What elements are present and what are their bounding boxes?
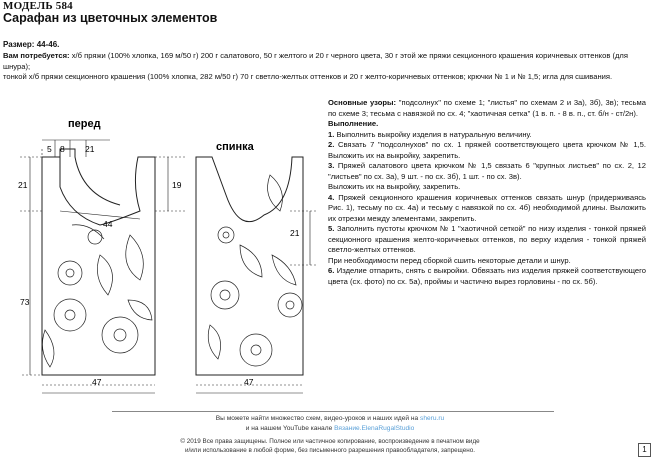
size-line: [3, 40, 59, 49]
dim-47-front: 47: [92, 377, 102, 387]
footer-text: и на нашем YouTube канале: [245, 425, 333, 432]
model-number: МОДЕЛЬ 584: [3, 0, 73, 12]
step-6: Изделие отпарить, снять с выкройки. Обвязать низ изделия пряжей соответствующего цвета (сх. фото) по сх. 5а), проймы и частично вырез горловины - по сх. 5б).: [328, 266, 646, 286]
step-number: 2.: [328, 140, 335, 149]
dim-5: 5: [47, 144, 52, 154]
youtube-link[interactable]: Вязание.ElenaRugalStudio: [334, 425, 415, 432]
instructions: [328, 98, 646, 287]
step-3: Пряжей салатового цвета крючком № 1,5 связать 6 "крупных листьев" по сх. 2, 12 "листьев" по сх. 3а), 9 шт. - по сх. 3б), 1 шт. - по сх. 3в).: [328, 161, 646, 181]
flower-icon: [240, 334, 272, 366]
flower-icon: [278, 293, 302, 317]
dim-21-back: 21: [290, 228, 300, 238]
requirements-line1: х/б пряжи (100% хлопка, 169 м/50 г) 200 г салатового, 50 г желтого и 20 г черного цвета, 30 г этой же пряжи секционного крашения коричневых оттенков (для шнура);: [3, 51, 628, 71]
execution-label: Выполнение.: [328, 119, 379, 128]
front-outline: [42, 157, 155, 375]
requirements-label: Вам потребуется:: [3, 51, 70, 60]
size-label: Размер:: [3, 40, 35, 49]
leaf-icon: [208, 325, 220, 359]
leaf-icon: [42, 330, 54, 367]
patterns-label: Основные узоры:: [328, 98, 397, 107]
leaf-icon: [268, 175, 283, 211]
site-link[interactable]: sheru.ru: [420, 415, 445, 422]
copyright: [100, 437, 560, 455]
step-5: Заполнить пустоты крючком № 1 "хаотичной сеткой" по низу изделия - тонкой пряжей секционного крашения желто-коричневых оттенков, по верху изделия - тонкой пряжей светло-желтых оттенков.: [328, 224, 646, 254]
pattern-diagram: [0, 105, 330, 405]
back-motifs: [208, 175, 302, 366]
front-label: перед: [68, 118, 101, 130]
patterns-text: "подсолнух" по схеме 1; "листья" по схемам 2 и 3а), 3б), 3в); тесьма по схеме 3; тесьма с навязкой по сх. 4; "хаотичная сетка" (1 в. п. - 8 в. п., ст. б/н - ст/2н).: [328, 98, 646, 118]
dim-47-back: 47: [244, 377, 254, 387]
flower-icon: [102, 317, 138, 353]
page-title: Сарафан из цветочных элементов: [3, 11, 218, 25]
copyright-line-1: © 2019 Все права защищены. Полное или частичное копирование, воспроизведение в печатном виде: [180, 438, 480, 445]
requirements-line2: тонкой х/б пряжи секционного крашения (100% хлопка, 282 м/50 г) 70 г светло-желтых оттенков и 20 г желто-коричневых оттенков; крючки № 1 и № 1,5; игла для сшивания.: [3, 72, 613, 82]
step-3-continued: Выложить их на выкройку, закрепить.: [328, 182, 461, 191]
dim-73: 73: [20, 297, 30, 307]
dim-19: 19: [172, 180, 182, 190]
step-2: Связать 7 "подсолнухов" по сх. 1 пряжей соответствующего цвета крючком № 1,5. Выложить их на выкройку, закрепить.: [328, 140, 646, 160]
flower-icon: [54, 299, 86, 331]
flower-icon: [218, 227, 234, 243]
step-number: 4.: [328, 192, 335, 202]
leaf-icon: [240, 245, 262, 277]
step-1: Выполнить выкройку изделия в натуральную величину.: [336, 129, 532, 139]
step-4: Пряжей секционного крашения коричневых оттенков связать шнур (придерживаясь Рис. 1), тесьму по сх. 4а) и тесьму с навязкой по сх. 4б) необходимой длины. Выложить их отрезки между элементами, закрепить.: [328, 192, 646, 223]
footer-line-1: [100, 415, 560, 422]
leaf-icon: [126, 235, 144, 280]
step-number: 6.: [328, 266, 335, 275]
flower-icon: [58, 261, 82, 285]
front-strap: [60, 149, 120, 205]
leaf-icon: [272, 255, 296, 285]
footer-divider: [112, 411, 554, 412]
step-number: 3.: [328, 161, 335, 170]
page-number: 1: [638, 443, 651, 457]
dim-21-left: 21: [18, 180, 28, 190]
front-motifs: [42, 225, 152, 367]
footer-text: Вы можете найти множество схем, видео-уроков и наших идей на: [215, 415, 419, 422]
step-number: 1.: [328, 129, 335, 139]
step-5-continued: При необходимости перед сборкой сшить некоторые детали и шнур.: [328, 255, 571, 265]
step-number: 5.: [328, 224, 335, 233]
footer-line-2: [100, 425, 560, 432]
dim-21-top: 21: [85, 144, 95, 154]
back-label: спинка: [216, 141, 254, 153]
leaf-icon: [128, 300, 152, 320]
size-value: 44-46.: [36, 40, 60, 49]
dim-8: 8: [60, 144, 65, 154]
flower-icon: [211, 281, 239, 309]
leaf-icon: [97, 255, 112, 295]
dim-44: 44: [103, 219, 113, 229]
copyright-line-2: и/или использование в любой форме, без письменного разрешения правообладателя, запрещено.: [184, 447, 476, 454]
requirements: [3, 51, 648, 83]
